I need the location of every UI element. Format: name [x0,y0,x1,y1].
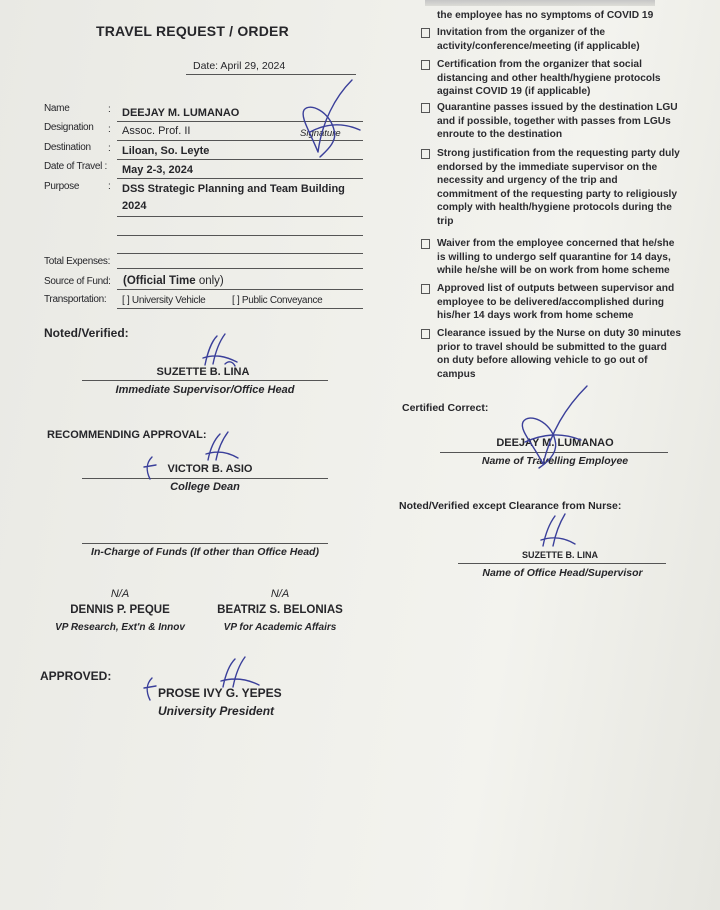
requirement-line: Clearance issued by the Nurse on duty 30 minutes [437,328,682,339]
handwritten-initial-dean [140,455,160,481]
requirement-line: campus [437,368,476,380]
president-name: PROSE IVY G. YEPES [158,686,282,700]
requirement-item [437,58,661,99]
requirement-line: Strong justification from the requesting party duly [437,148,680,159]
noted-verified-label: Noted/Verified: [44,326,129,340]
designation-colon: : [108,124,111,135]
requirement-line: endorsed by the immediate supervisor on the [437,161,658,173]
requirement-line: Invitation from the organizer of the [437,27,606,38]
form-title: TRAVEL REQUEST / ORDER [96,23,289,39]
date-of-travel-value: May 2-3, 2024 [122,164,193,176]
requirement-line: comply with health/hygiene protocols during the [437,202,672,214]
request-date: Date: April 29, 2024 [193,60,286,72]
destination-label: Destination [44,142,91,153]
head-name: SUZETTE B. LINA [522,550,598,560]
requirement-line: Approved list of outputs between supervisor and [437,283,675,294]
requirement-item [437,327,681,381]
transport-option-public-conveyance[interactable]: [ ] Public Conveyance [232,295,323,306]
destination-value: Liloan, So. Leyte [122,145,210,157]
purpose-underline-1 [117,216,363,217]
employee-name: DEEJAY M. LUMANAO [496,437,614,449]
certified-correct-label: Certified Correct: [402,402,489,414]
requirement-checkbox[interactable] [421,329,430,339]
handwritten-signature-employee-certified [495,380,595,472]
handwritten-signature-supervisor [195,330,245,372]
vp-research-name: DENNIS P. PEQUE [70,604,170,616]
employee-title: Name of Travelling Employee [481,455,629,467]
handwritten-initial-president [140,676,160,702]
source-of-fund-label: Source of Fund: [44,276,111,287]
requirement-checkbox[interactable] [421,28,430,38]
dean-name: VICTOR B. ASIO [167,463,253,475]
source-of-fund-underline [117,289,363,290]
requirement-checkbox[interactable] [421,284,430,294]
requirement-line: is willing to undergo self quarantine for 14 days, [437,251,671,263]
approved-label: APPROVED: [40,669,112,683]
vp-academic-na: N/A [270,588,290,600]
requirement-line: Waiver from the employee concerned that he/she [437,238,675,249]
transportation-label: Transportation: [44,294,107,305]
requirement-item [437,237,674,278]
requirement-line: distancing and other health/hygiene protocols [437,72,661,84]
vp-research-title: VP Research, Ext'n & Innov [55,622,185,633]
cut-off-text-fragment [425,0,655,6]
requirement-checkbox[interactable] [421,103,430,113]
designation-value: Assoc. Prof. II [122,125,191,137]
name-colon: : [108,104,111,115]
vp-academic-name: BEATRIZ S. BELONIAS [217,604,343,616]
requirement-checkbox[interactable] [421,60,430,70]
president-title: University President [158,704,275,718]
source-of-fund-value-bold: (Official Time [123,275,196,287]
noted-signature-line [82,380,328,381]
handwritten-signature-dean [200,428,244,466]
dean-title: College Dean [170,481,240,493]
requirement-line: trip [437,215,454,227]
date-of-travel-label: Date of Travel : [44,161,108,172]
requirement-line: activity/conference/meeting (if applicable) [437,40,640,52]
requirement-line: Certification from the organizer that social [437,59,642,70]
head-signature-line [458,563,666,564]
signature-label: Signature [300,128,341,139]
recommending-approval-label: RECOMMENDING APPROVAL: [47,429,207,441]
requirement-item [437,101,678,142]
requirement-line: and if possible, together with passes from LGUs [437,115,671,127]
funds-title: In-Charge of Funds (If other than Office Head) [91,546,319,558]
purpose-line-2: 2024 [122,200,147,212]
noted-except-label: Noted/Verified except Clearance from Nurse: [399,500,622,512]
vp-research-na: N/A [110,588,130,600]
designation-label: Designation [44,122,94,133]
destination-colon: : [108,143,111,154]
requirement-item [437,26,640,53]
total-expenses-underline [117,268,363,269]
transport-option-university-vehicle[interactable]: [ ] University Vehicle [122,295,206,306]
requirement-line: while he/she will be on work from home scheme [437,265,670,277]
total-expenses-label: Total Expenses: [44,256,111,267]
handwritten-signature-employee-top [290,72,370,164]
dean-signature-line [82,478,328,479]
requirement-line: enroute to the destination [437,129,563,141]
handwritten-signature-head [535,510,581,552]
purpose-underline-2 [117,235,363,236]
requirement-line: on duty before allowing vehicle to go out of [437,355,648,367]
requirement-line: commitment of the requesting party to religiously [437,188,678,200]
requirement-line: his/her 14 days work from home scheme [437,310,634,322]
requirement-line: Quarantine passes issued by the destination LGU [437,102,678,113]
noted-name: SUZETTE B. LINA [156,366,250,378]
requirement-checkbox[interactable] [421,239,430,249]
requirement-line: employee to be delivered/accomplished during [437,296,665,308]
source-of-fund-value-rest: only) [195,275,224,287]
noted-title: Immediate Supervisor/Office Head [115,384,295,396]
requirement-line: necessity and urgency of the trip and [437,175,618,187]
purpose-underline-3 [117,253,363,254]
requirement-item [437,282,674,323]
name-label: Name [44,103,70,114]
head-title: Name of Office Head/Supervisor [482,567,643,579]
requirement-checkbox[interactable] [421,149,430,159]
transportation-underline [117,308,363,309]
purpose-line-1: DSS Strategic Planning and Team Building [122,183,345,195]
funds-signature-line [82,543,328,544]
source-of-fund-value [123,275,224,287]
requirement-line: prior to travel should be submitted to the guard [437,341,667,353]
purpose-colon: : [108,181,111,192]
requirement-line: against COVID 19 (if applicable) [437,86,591,98]
name-value: DEEJAY M. LUMANAO [122,107,240,119]
handwritten-signature-president [215,653,265,693]
purpose-label: Purpose [44,181,80,192]
date-of-travel-underline [117,178,363,179]
requirement-top-line: the employee has no symptoms of COVID 19 [437,10,654,21]
requirement-item [437,147,680,229]
vp-academic-title: VP for Academic Affairs [223,622,337,633]
